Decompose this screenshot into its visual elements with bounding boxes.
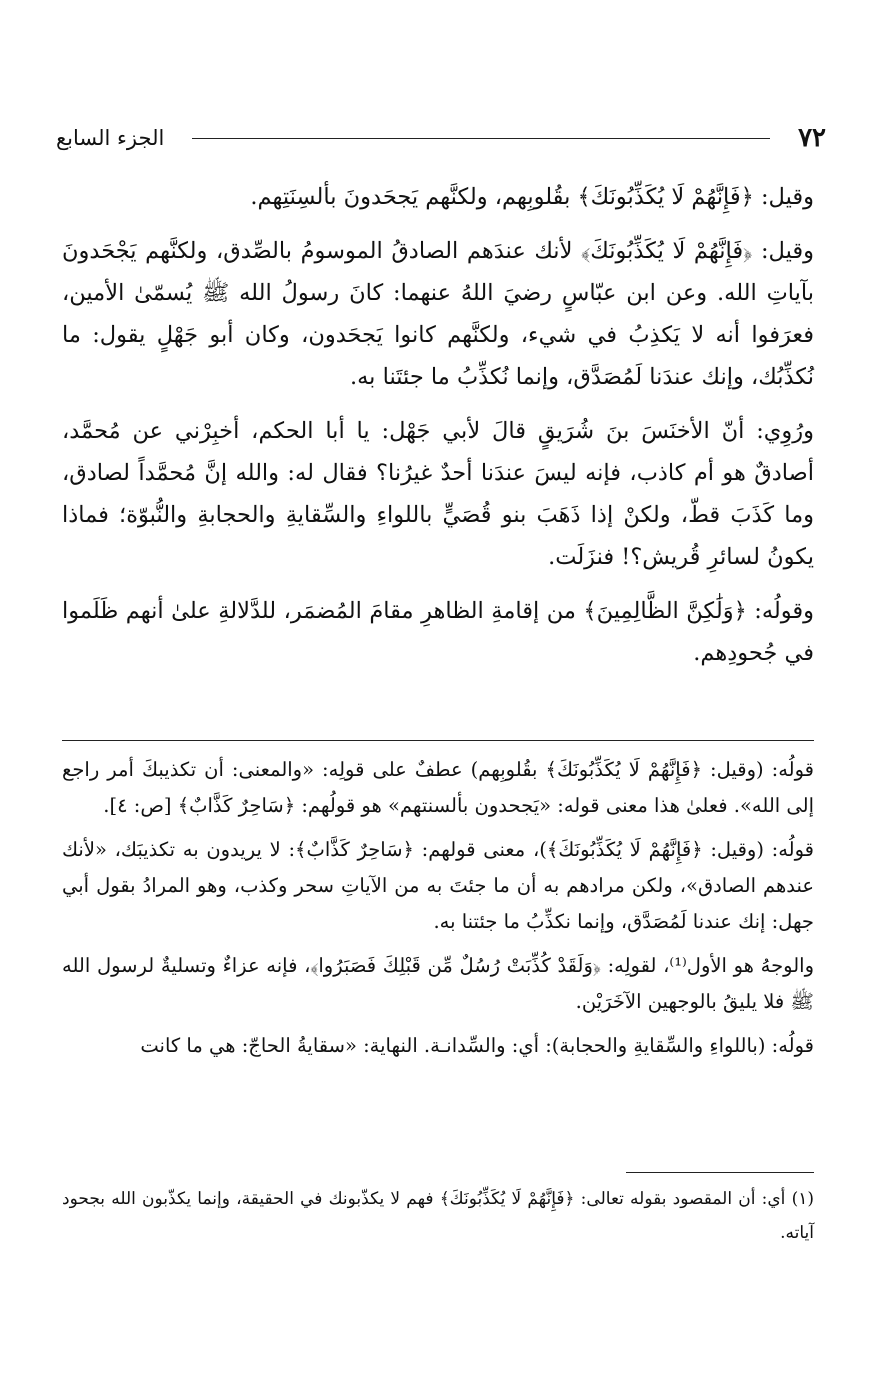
header-rule	[192, 138, 770, 139]
volume-title: الجزء السابع	[56, 126, 165, 150]
commentary-text	[62, 752, 814, 1072]
main-divider	[62, 740, 814, 741]
commentary-paragraph: قولُه: (وقيل: ﴿فَإِنَّهُمْ لَا يُكَذِّبُونَكَ﴾)، معنى قولهم: ﴿سَاحِرٌ كَذَّابٌ﴾: لا يريدون به تكذيبَك، «لأنك عندهم الصادق»، ولكن مرادهم به أن ما جئتَ به من الآياتِ سحر وكذب، وهو المرادُ بقول أبي جهل: إنك عندنا لَمُصَدَّق، وإنما نكذِّبُ ما جئتنا به.	[62, 838, 814, 933]
footnote-divider	[626, 1172, 814, 1173]
main-text	[62, 176, 814, 686]
commentary-paragraph: والوجهُ هو الأول⁽¹⁾، لقولِه: ﴿وَلَقَدْ كُذِّبَتْ رُسُلٌ مِّن قَبْلِكَ فَصَبَرُوا﴾، فإنه عزاءٌ وتسليةٌ لرسول الله ﷺ فلا يليقُ بالوجهين الآخَرَيْن.	[62, 954, 814, 1013]
main-paragraph: ورُوِي: أنّ الأخنَسَ بنَ شُرَيقٍ قالَ لأبي جَهْل: يا أبا الحكم، أخبِرْني عن مُحمَّد، أصادقٌ هو أم كاذب، فإنه ليسَ عندَنا أحدٌ غيرُنا؟ فقال له: والله إنَّ مُحمَّداً لصادق، وما كَذَبَ قطّ، ولكنْ إذا ذَهَبَ بنو قُصَيٍّ باللواءِ والسِّقايةِ والحجابةِ والنُّبوّة؛ فماذا يكونُ لسائرِ قُريش؟! فنزَلَت.	[62, 418, 814, 570]
main-paragraph: وقيل: ﴿فَإِنَّهُمْ لَا يُكَذِّبُونَكَ﴾ لأنك عندَهم الصادقُ الموسومُ بالصِّدق، ولكنَّهم يَجْحَدونَ بآياتِ الله. وعن ابن عبّاسٍ رضيَ اللهُ عنهما: كانَ رسولُ الله ﷺ يُسمّىٰ الأمين، فعرَفوا أنه لا يَكذِبُ في شيء، ولكنَّهم كانوا يَجحَدون، وكان أبو جَهْلٍ يقول: ما نُكذِّبُك، وإنك عندَنا لَمُصَدَّق، وإنما نُكذِّبُ ما جئتَنا به.	[62, 238, 814, 390]
main-paragraph: وقيل: ﴿فَإِنَّهُمْ لَا يُكَذِّبُونَكَ﴾ بقُلوبِهم، ولكنَّهم يَجحَدونَ بألسِنَتِهم.	[250, 184, 814, 210]
commentary-paragraph: قولُه: (باللواءِ والسِّقايةِ والحجابة): أي: والسِّدانـة. النهاية: «سقايةُ الحاجّ: هي ما كانت	[140, 1034, 814, 1057]
page-number: ٧٢	[798, 123, 826, 153]
footnotes	[62, 1182, 814, 1250]
page-header	[56, 120, 826, 156]
footnote: (١) أي: أن المقصود بقوله تعالى: ﴿فَإِنَّهُمْ لَا يُكَذِّبُونَكَ﴾ فهم لا يكذّبونك في الحقيقة، وإنما يكذّبون الله بجحود آياته.	[62, 1189, 814, 1243]
main-paragraph: وقولُه: ﴿وَلَٰكِنَّ الظَّالِمِينَ﴾ من إقامةِ الظاهرِ مقامَ المُضمَر، للدَّلالةِ علىٰ أنهم ظَلَموا في جُحودِهم.	[62, 598, 814, 666]
commentary-paragraph: قولُه: (وقيل: ﴿فَإِنَّهُمْ لَا يُكَذِّبُونَكَ﴾ بقُلوبِهم) عطفٌ على قولِه: «والمعنى: أن تكذيبكَ أمر راجع إلى الله». فعلىٰ هذا معنى قوله: «يَجحدون بألسنتهم» هو قولُهم: ﴿سَاحِرٌ كَذَّابٌ﴾ [ص: ٤].	[62, 758, 814, 817]
